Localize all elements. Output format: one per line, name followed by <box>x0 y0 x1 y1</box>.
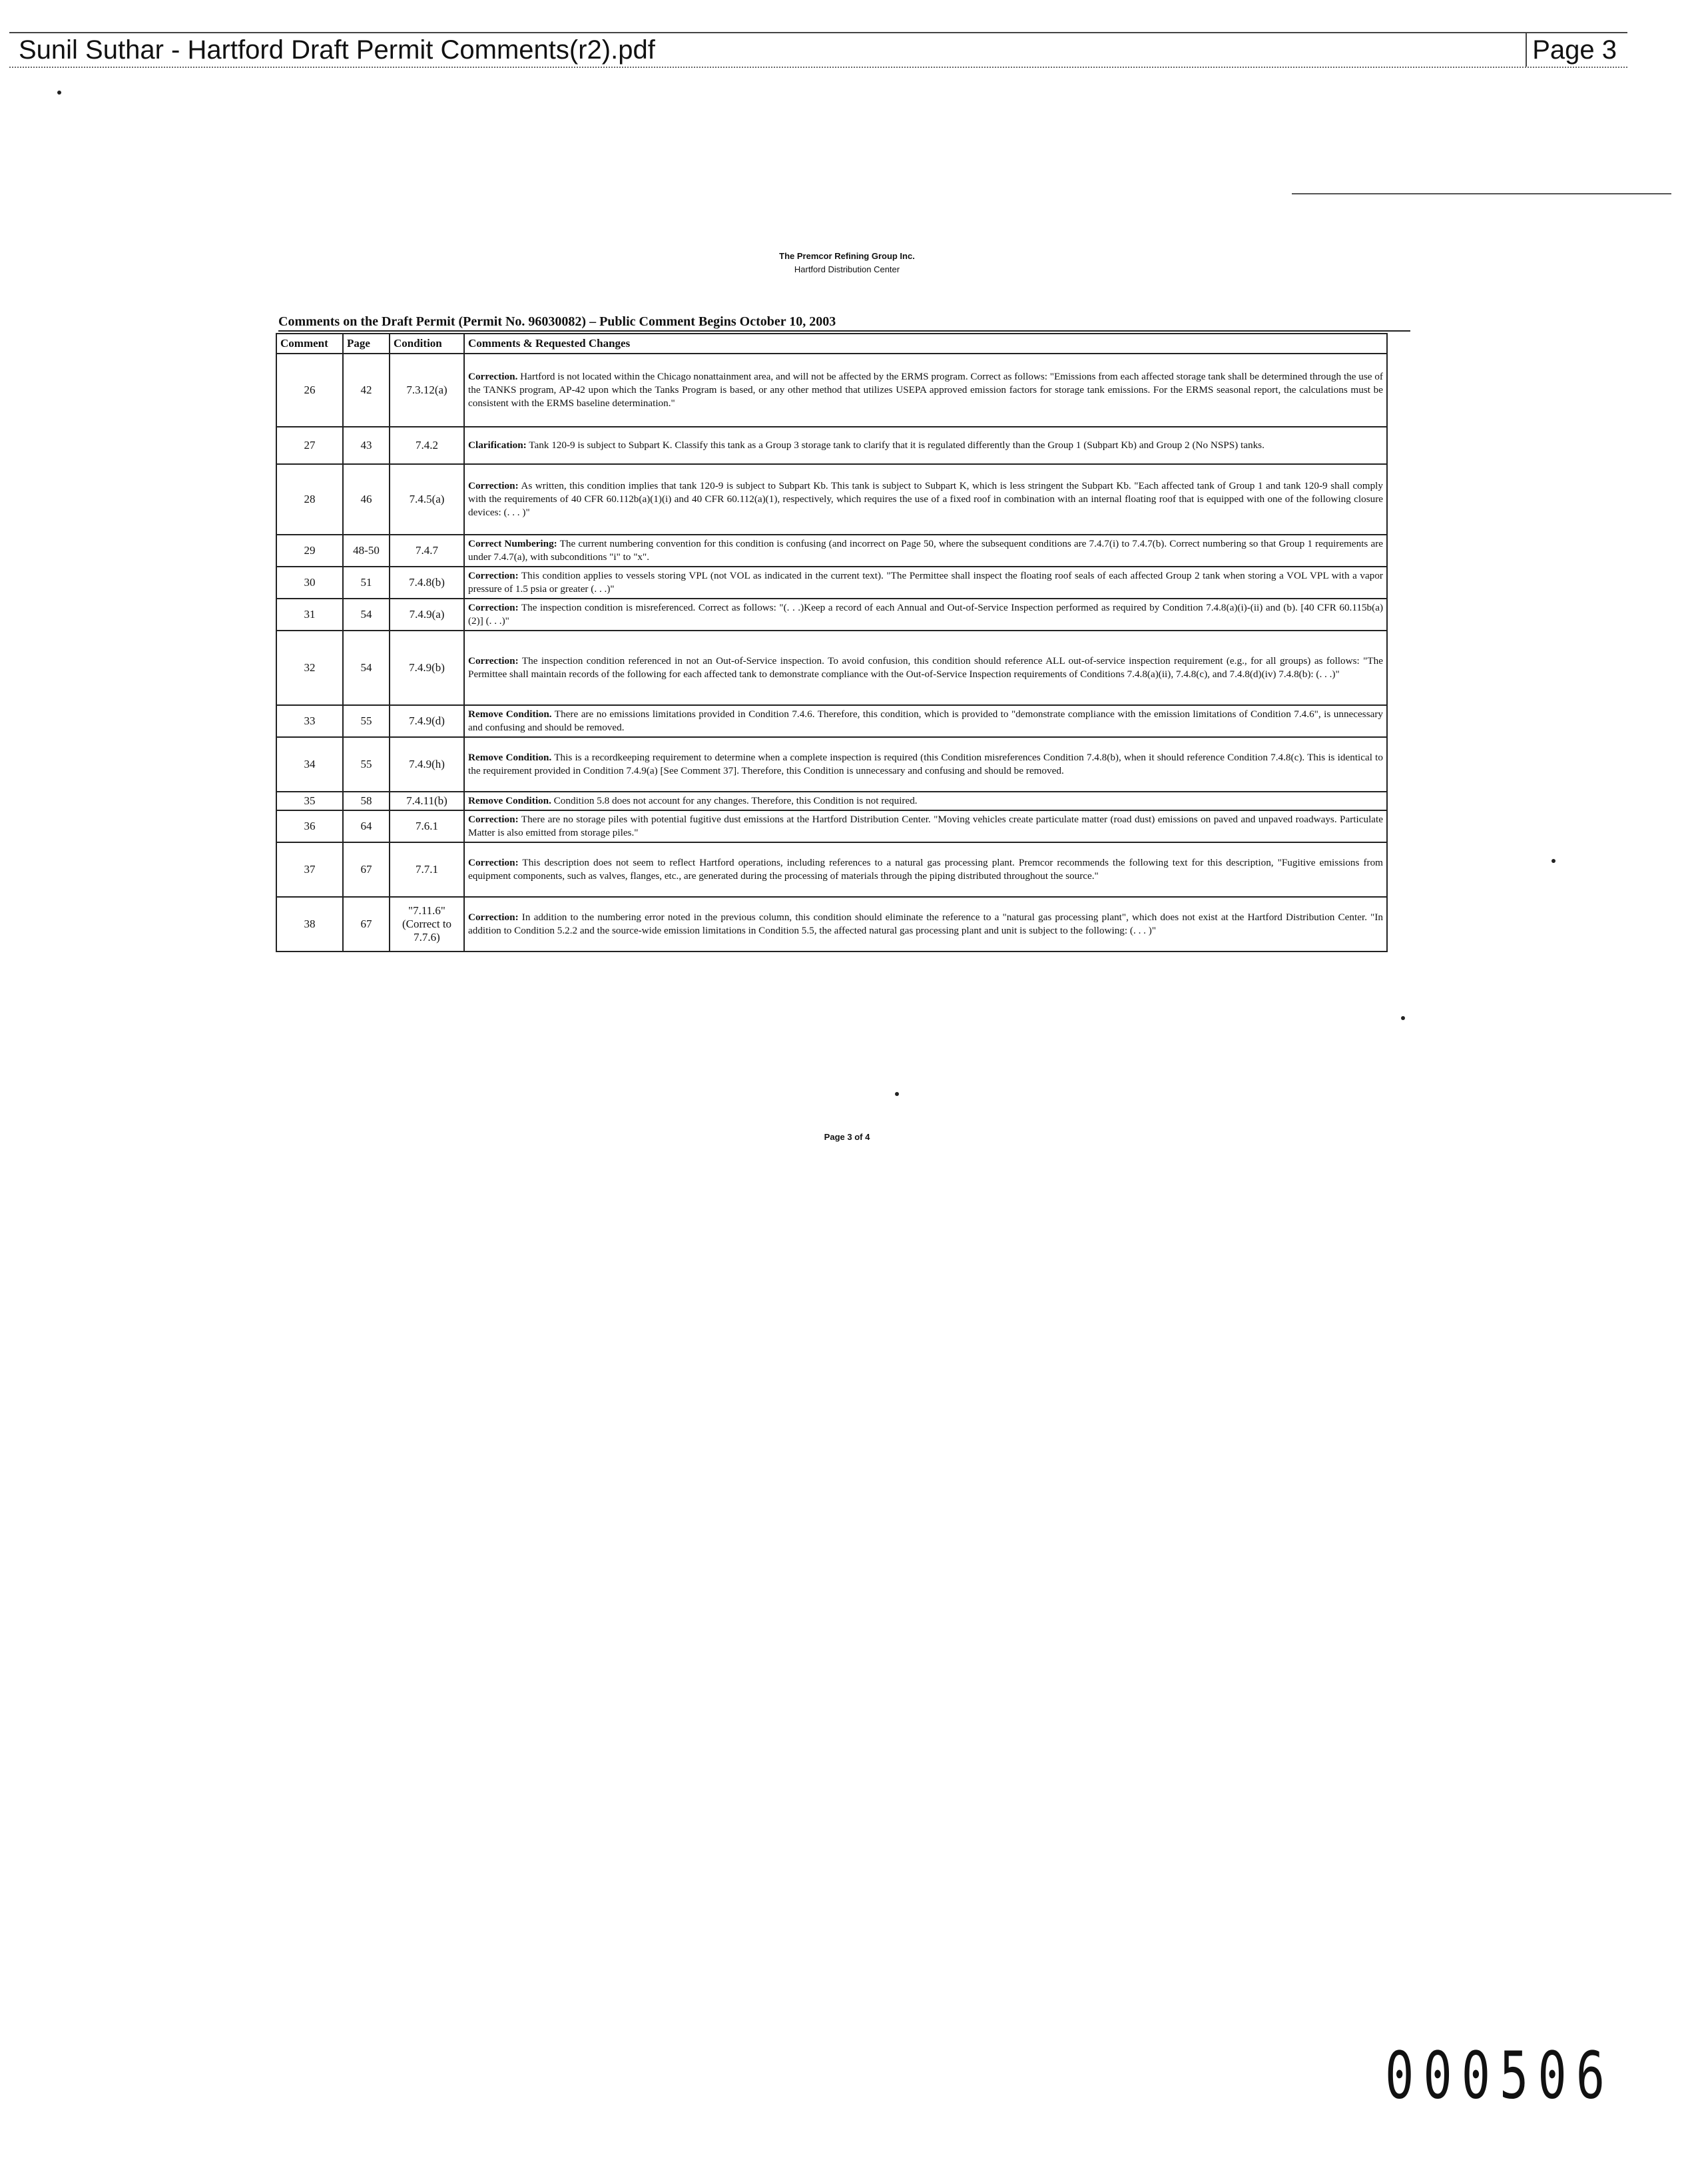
comment-label: Remove Condition. <box>468 708 552 720</box>
comment-text-cell <box>464 897 1387 952</box>
condition-cell: 7.4.7 <box>390 535 464 567</box>
table-row <box>276 737 1387 792</box>
page-indicator: Page 3 <box>1526 33 1617 67</box>
comment-label: Remove Condition. <box>468 752 552 763</box>
comment-label: Clarification: <box>468 439 527 451</box>
comment-text: In addition to the numbering error noted in the previous column, this condition should eliminate the reference to a "natural gas processing plant", which does not exist at the Hartford Distribution Center. "In addition to Condition 5.2.2 and the source-wide emission limitations in Condition 5.5, the affected natural gas processing plant and unit is subject to the following: (. . . )" <box>468 912 1383 936</box>
comment-label: Correct Numbering: <box>468 538 557 549</box>
comment-label: Correction: <box>468 912 519 923</box>
comment-text: This condition applies to vessels storing VPL (not VOL as indicated in the current text). "The Permittee shall inspect the floating roof seals of each affected Group 2 tank when storing a VOL VPL with a vapor pressure of 1.5 psia or greater (. . .)" <box>468 570 1383 595</box>
comment-label: Correction: <box>468 655 519 667</box>
company-site: Hartford Distribution Center <box>794 264 900 274</box>
table-row <box>276 631 1387 705</box>
page-number-cell: 58 <box>343 792 390 810</box>
comment-text-cell <box>464 599 1387 631</box>
comment-text: This is a recordkeeping requirement to determine when a complete inspection is required (this Condition misreferences Condition 7.4.8(b), when it should reference Condition 7.4.8(c). This is identical to the requirement provided in Condition 7.4.9(a) [See Comment 37]. Therefore, this Condition is unnecessary and confusing and should be removed. <box>468 752 1383 776</box>
comment-text: This description does not seem to reflect Hartford operations, including references to a natural gas processing plant. Premcor recommends the following text for this description, "Fugitive emissions from equipment components, such as valves, flanges, etc., are generated during the processing of materials through the piping distributed throughout the source." <box>468 857 1383 882</box>
column-header-condition: Condition <box>390 334 464 354</box>
page-number-cell: 42 <box>343 354 390 427</box>
condition-cell: 7.4.9(b) <box>390 631 464 705</box>
comment-label: Correction: <box>468 602 519 613</box>
comment-text-cell <box>464 842 1387 897</box>
condition-cell: 7.4.11(b) <box>390 792 464 810</box>
condition-cell: 7.4.2 <box>390 427 464 464</box>
table-row <box>276 842 1387 897</box>
comment-number-cell: 28 <box>276 464 343 535</box>
table-title: Comments on the Draft Permit (Permit No. 96030082) – Public Comment Begins October 10, 2003 <box>278 313 1410 332</box>
comment-text-cell <box>464 792 1387 810</box>
page-number-cell: 55 <box>343 737 390 792</box>
comment-label: Correction: <box>468 570 519 581</box>
comment-text-cell <box>464 567 1387 599</box>
page-number-cell: 67 <box>343 842 390 897</box>
comment-text-cell <box>464 464 1387 535</box>
company-block <box>0 250 1694 276</box>
comment-number-cell: 32 <box>276 631 343 705</box>
table-row <box>276 427 1387 464</box>
comment-label: Correction: <box>468 857 519 868</box>
comment-text-cell <box>464 427 1387 464</box>
page-number-cell: 43 <box>343 427 390 464</box>
page-number-cell: 54 <box>343 631 390 705</box>
table-row <box>276 535 1387 567</box>
comment-text-cell <box>464 535 1387 567</box>
comment-number-cell: 37 <box>276 842 343 897</box>
comment-text-cell <box>464 705 1387 737</box>
condition-cell: "7.11.6" (Correct to 7.7.6) <box>390 897 464 952</box>
table-row <box>276 354 1387 427</box>
scan-speck <box>1401 1016 1405 1020</box>
comment-number-cell: 27 <box>276 427 343 464</box>
page-number-cell: 67 <box>343 897 390 952</box>
document-title: Sunil Suthar - Hartford Draft Permit Comments(r2).pdf <box>19 35 655 65</box>
comment-text: There are no emissions limitations provided in Condition 7.4.6. Therefore, this condition, which is provided to "demonstrate compliance with the emission limitations of Condition 7.4.6", is unnecessary and confusing and should be removed. <box>468 708 1383 733</box>
table-row <box>276 464 1387 535</box>
comment-number-cell: 30 <box>276 567 343 599</box>
comment-number-cell: 35 <box>276 792 343 810</box>
comment-number-cell: 29 <box>276 535 343 567</box>
scan-speck <box>895 1092 899 1096</box>
condition-cell: 7.6.1 <box>390 810 464 842</box>
page-footer: Page 3 of 4 <box>824 1132 870 1142</box>
page-number-cell: 46 <box>343 464 390 535</box>
comment-text-cell <box>464 810 1387 842</box>
comment-text: Condition 5.8 does not account for any changes. Therefore, this Condition is not required. <box>551 795 918 806</box>
comment-number-cell: 38 <box>276 897 343 952</box>
comment-text: Tank 120-9 is subject to Subpart K. Classify this tank as a Group 3 storage tank to clarify that it is regulated differently than the Group 1 (Subpart Kb) and Group 2 (No NSPS) tanks. <box>526 439 1265 451</box>
page-number-cell: 51 <box>343 567 390 599</box>
condition-cell: 7.4.9(d) <box>390 705 464 737</box>
comment-number-cell: 26 <box>276 354 343 427</box>
table-row <box>276 792 1387 810</box>
page-number-cell: 48-50 <box>343 535 390 567</box>
comment-text: The current numbering convention for this condition is confusing (and incorrect on Page 50, where the subsequent conditions are 7.4.7(i) to 7.4.7(b). Correct numbering so that Group 1 requirements are under 7.4.7(a), with subconditions "i" to "x". <box>468 538 1383 563</box>
table-row <box>276 567 1387 599</box>
condition-cell: 7.4.9(a) <box>390 599 464 631</box>
condition-cell: 7.4.8(b) <box>390 567 464 599</box>
comment-label: Correction. <box>468 371 518 382</box>
comment-text: As written, this condition implies that tank 120-9 is subject to Subpart Kb. This tank is subject to Subpart K, which is less stringent the Subpart Kb. "Each affected tank of Group 1 and tank 120-9 shall comply with the requirements of 40 CFR 60.112b(a)(1)(i) and 40 CFR 60.112(a)(1), respectively, which requires the use of a fixed roof in combination with an internal floating roof that is equipped with one of the following closure devices: (. . . )" <box>468 480 1383 518</box>
comment-text-cell <box>464 737 1387 792</box>
scan-speck <box>57 91 61 95</box>
condition-cell: 7.4.9(h) <box>390 737 464 792</box>
table-row <box>276 599 1387 631</box>
comment-text-cell <box>464 631 1387 705</box>
company-name: The Premcor Refining Group Inc. <box>779 251 915 261</box>
table-row <box>276 810 1387 842</box>
comment-text: Hartford is not located within the Chicago nonattainment area, and will not be affected by the ERMS program. Correct as follows: "Emissions from each affected storage tank shall be determined through the use of the TANKS program, AP-42 upon which the Tanks Program is based, or any other method that utilizes USEPA approved emission factors for storage tank emissions. For the ERMS seasonal report, the calculations must be consistent with the ERMS baseline determination." <box>468 371 1383 409</box>
condition-cell: 7.7.1 <box>390 842 464 897</box>
column-header-page: Page <box>343 334 390 354</box>
comment-text-cell <box>464 354 1387 427</box>
comment-text: The inspection condition referenced in not an Out-of-Service inspection. To avoid confusion, this condition should reference ALL out-of-service inspection requirement (e.g., for all groups) as follows: "The Permittee shall maintain records of the following for each affected tank to demonstrate compliance with the Out-of-Service Inspection requirements of Conditions 7.4.8(a)(ii), 7.4.8(c), and 7.4.8(d)(iv) 7.4.8(b): (. . .)" <box>468 655 1383 680</box>
condition-cell: 7.4.5(a) <box>390 464 464 535</box>
table-header-row <box>276 334 1387 354</box>
comment-label: Remove Condition. <box>468 795 551 806</box>
page-number-cell: 54 <box>343 599 390 631</box>
condition-cell: 7.3.12(a) <box>390 354 464 427</box>
comment-label: Correction: <box>468 480 519 491</box>
comment-number-cell: 33 <box>276 705 343 737</box>
table-row <box>276 705 1387 737</box>
comment-label: Correction: <box>468 814 519 825</box>
document-header <box>9 32 1627 68</box>
table-row <box>276 897 1387 952</box>
comment-number-cell: 36 <box>276 810 343 842</box>
bates-stamp: 000506 <box>1385 2038 1615 2113</box>
scan-speck <box>1552 859 1555 863</box>
page-number-cell: 55 <box>343 705 390 737</box>
column-header-comment: Comment <box>276 334 343 354</box>
column-header-comments: Comments & Requested Changes <box>464 334 1387 354</box>
scan-rule-line <box>1292 193 1671 194</box>
comments-table <box>276 333 1388 952</box>
comment-text: There are no storage piles with potential fugitive dust emissions at the Hartford Distribution Center. "Moving vehicles create particulate matter (road dust) emissions on paved and unpaved roadways. Particulate Matter is also emitted from storage piles." <box>468 814 1383 838</box>
comment-number-cell: 31 <box>276 599 343 631</box>
comment-number-cell: 34 <box>276 737 343 792</box>
comment-text: The inspection condition is misreferenced. Correct as follows: "(. . .)Keep a record of each Annual and Out-of-Service Inspection performed as required by Condition 7.4.8(a)(i)-(ii) and (b). [40 CFR 60.115b(a)(2)] (. . .)" <box>468 602 1383 627</box>
page-number-cell: 64 <box>343 810 390 842</box>
